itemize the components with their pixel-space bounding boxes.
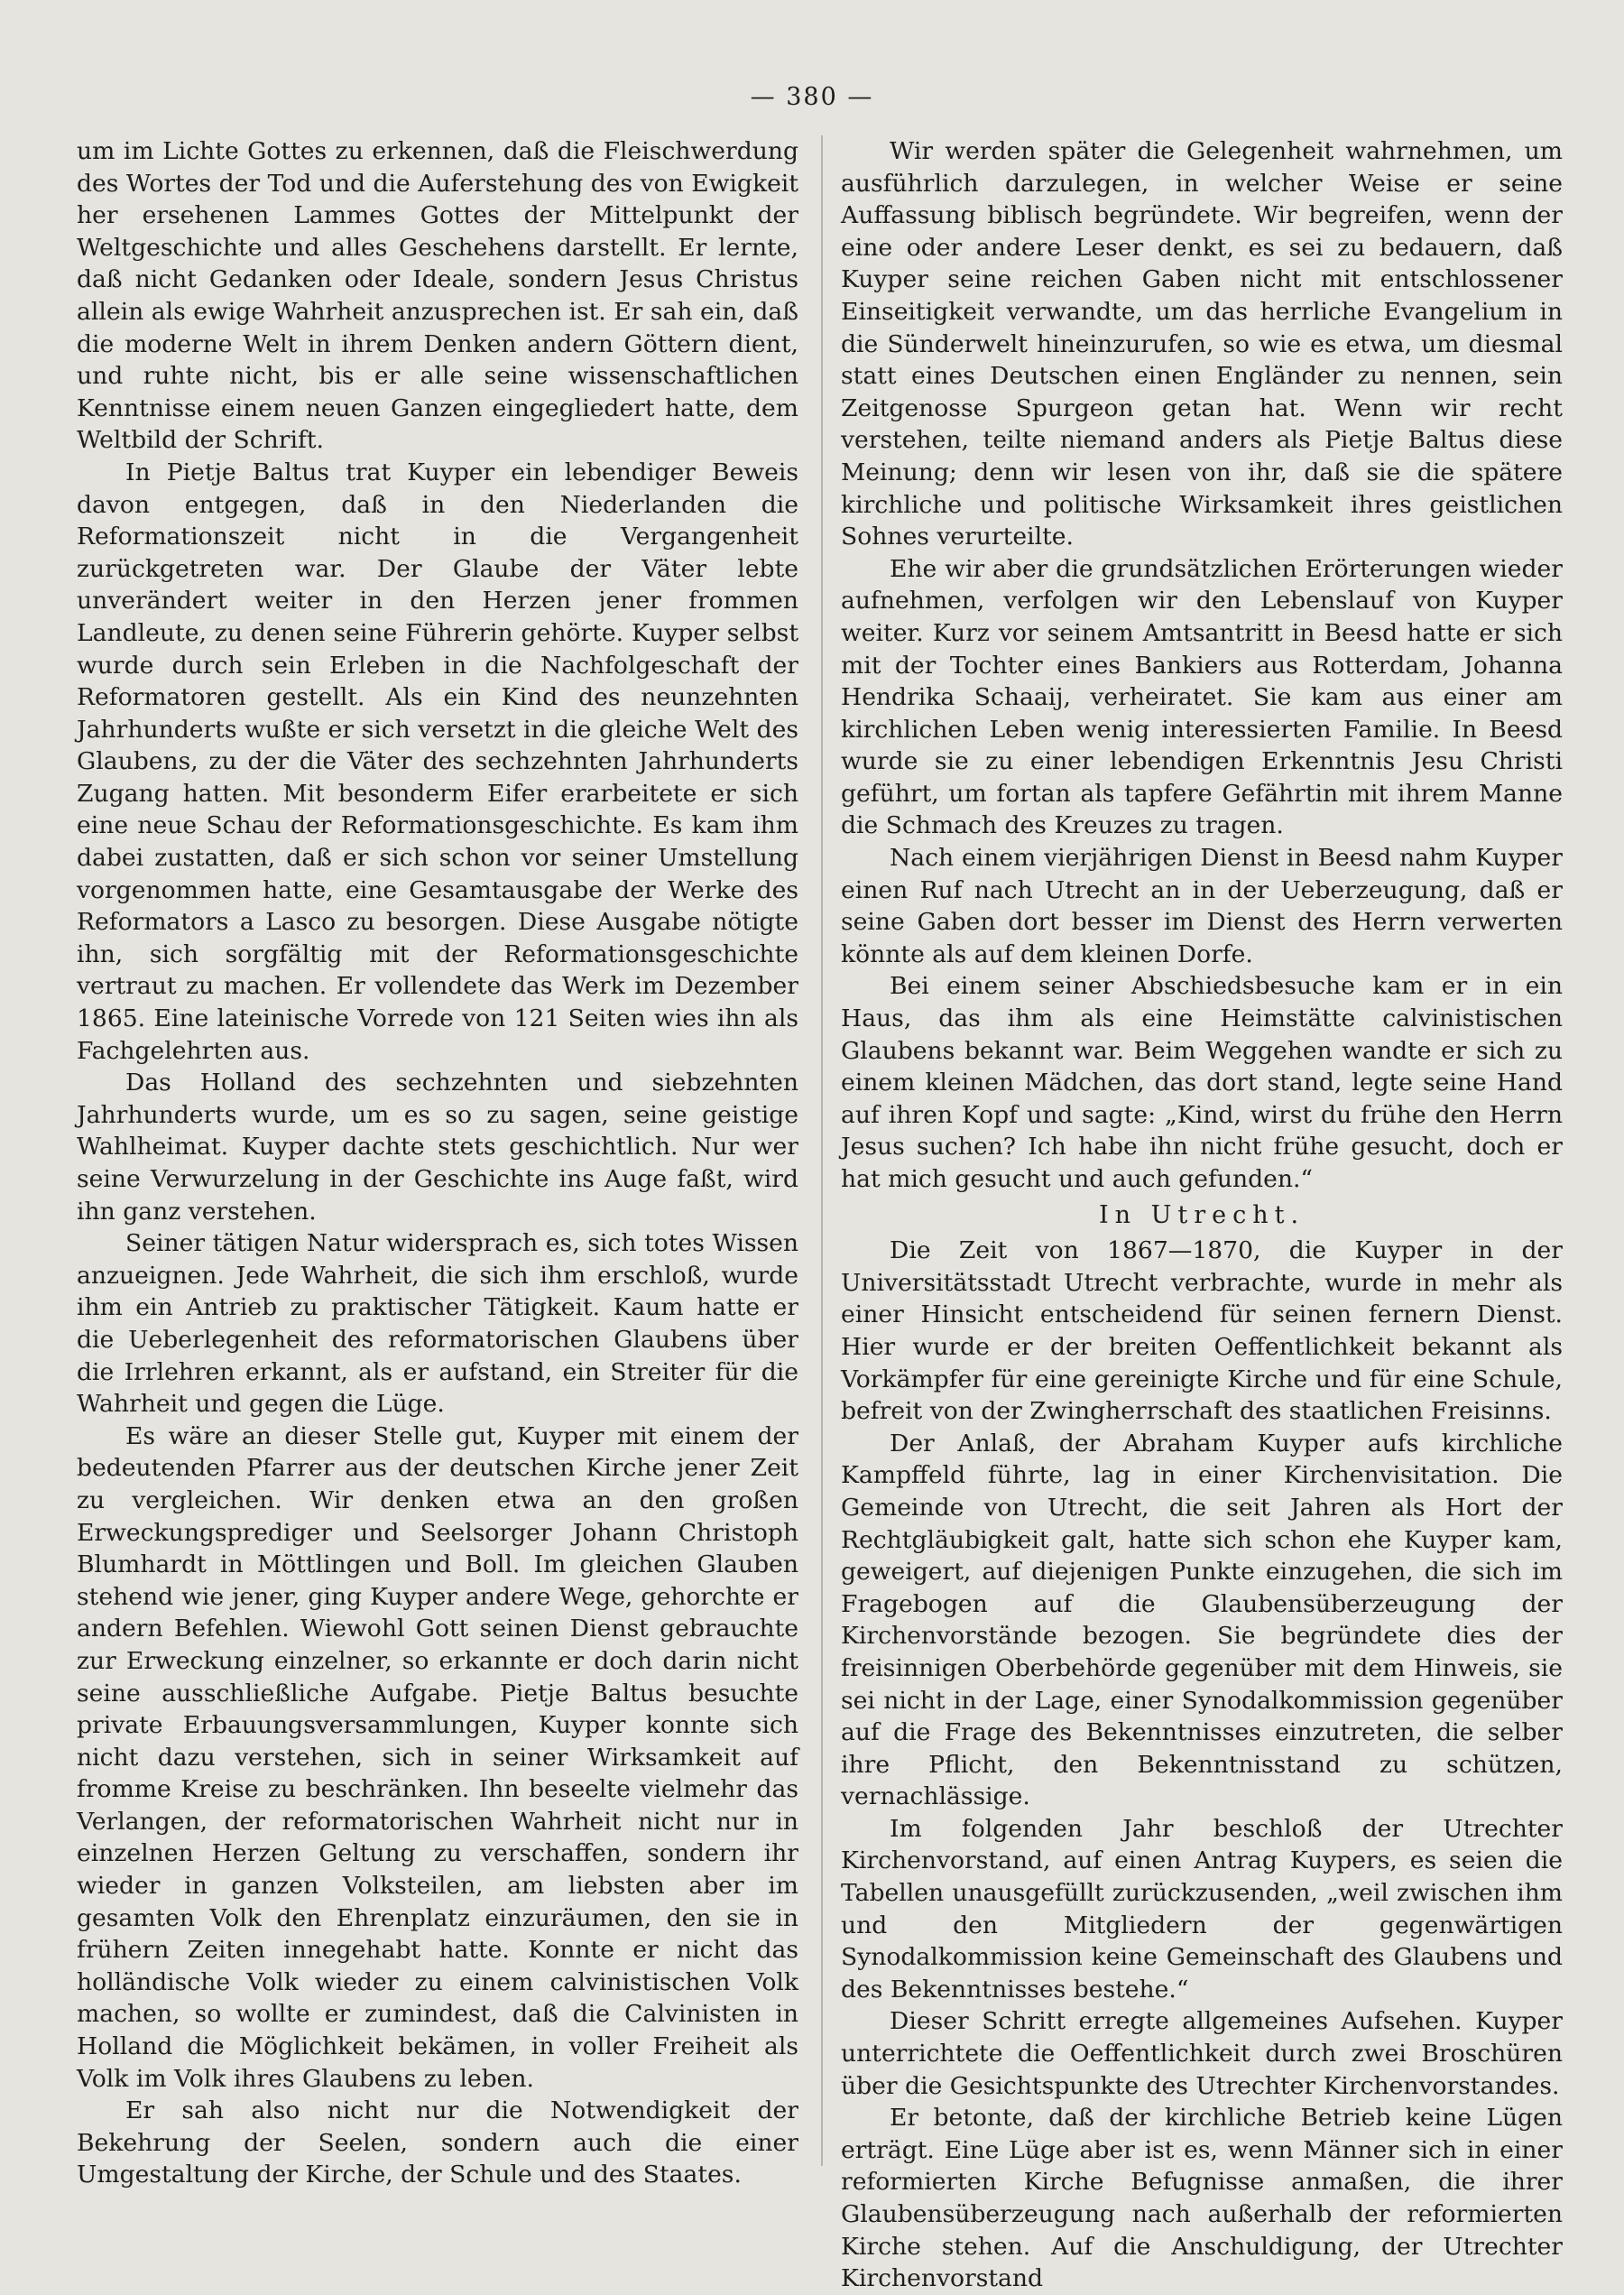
- paragraph: Es wäre an dieser Stelle gut, Kuyper mit einem der bedeutenden Pfarrer aus der deutschen Kirche jener Zeit zu vergleichen. Wir denken etwa an den großen Erweckungsprediger und Seelsorger Johann Christoph Blumhardt in Möttlingen und Boll. Im gleichen Glauben stehend wie jener, ging Kuyper andere Wege, gehorchte er andern Befehlen. Wiewohl Gott seinen Dienst gebrauchte zur Erweckung einzelner, so erkannte er doch darin nicht seine ausschließliche Aufgabe. Pietje Baltus besuchte private Erbauungsversammlungen, Kuyper konnte sich nicht dazu verstehen, sich in seiner Wirksamkeit auf fromme Kreise zu beschränken. Ihn beseelte vielmehr das Verlangen, der reformatorischen Wahrheit nicht nur in einzelnen Herzen Geltung zu verschaffen, sondern ihr wieder in ganzen Volksteilen, am liebsten aber im gesamten Volk den Ehrenplatz einzuräumen, den sie in frühern Zeiten innegehabt hatte. Konnte er nicht das holländische Volk wieder zu einem calvinistischen Volk machen, so wollte er zumindest, daß die Calvinisten in Holland die Möglichkeit bekämen, in voller Freiheit als Volk im Volk ihres Glaubens zu leben.: [77, 1421, 798, 2093]
- paragraph: Er sah also nicht nur die Notwendigkeit der Bekehrung der Seelen, sondern auch die einer Umgestaltung der Kirche, der Schule und des Staates.: [77, 2096, 798, 2189]
- paragraph: Der Anlaß, der Abraham Kuyper aufs kirchliche Kampffeld führte, lag in einer Kirchenvisitation. Die Gemeinde von Utrecht, die seit Jahren als Hort der Rechtgläubigkeit galt, hatte sich schon ehe Kuyper kam, geweigert, auf diejenigen Punkte einzugehen, die sich im Fragebogen auf die Glaubensüberzeugung der Kirchenvorstände bezogen. Sie begründete dies der freisinnigen Oberbehörde gegenüber mit dem Hinweis, sie sei nicht in der Lage, einer Synodalkommission gegenüber auf die Frage des Bekenntnisses einzutreten, die selber ihre Pflicht, den Bekenntnisstand zu schützen, vernachlässige.: [841, 1429, 1563, 1811]
- section-heading: In Utrecht.: [1098, 1200, 1306, 1229]
- paragraph: um im Lichte Gottes zu erkennen, daß die Fleischwerdung des Wortes der Tod und die Auferstehung des von Ewigkeit her ersehenen Lammes Gottes der Mittelpunkt der Weltgeschichte und alles Geschehens darstellt. Er lernte, daß nicht Gedanken oder Ideale, sondern Jesus Christus allein als ewige Wahrheit anzusprechen ist. Er sah ein, daß die moderne Welt in ihrem Denken andern Göttern dient, und ruhte nicht, bis er alle seine wissenschaftlichen Kenntnisse einem neuen Ganzen eingegliedert hatte, dem Weltbild der Schrift.: [77, 137, 798, 455]
- paragraph: Das Holland des sechzehnten und siebzehnten Jahrhunderts wurde, um es so zu sagen, seine geistige Wahlheimat. Kuyper dachte stets geschichtlich. Nur wer seine Verwurzelung in der Geschichte ins Auge faßt, wird ihn ganz verstehen.: [77, 1069, 798, 1226]
- paragraph: Bei einem seiner Abschiedsbesuche kam er in ein Haus, das ihm als eine Heimstätte calvinistischen Glaubens bekannt war. Beim Weggehen wandte er sich zu einem kleinen Mädchen, das dort stand, legte seine Hand auf ihren Kopf und sagte: „Kind, wirst du frühe den Herrn Jesus suchen? Ich habe ihn nicht frühe gesucht, doch er hat mich gesucht und auch gefunden.“: [841, 972, 1563, 1193]
- paragraph: Er betonte, daß der kirchliche Betrieb keine Lügen erträgt. Eine Lüge aber ist es, wenn Männer sich in einer reformierten Kirche Befugnisse anmaßen, die ihrer Glaubensüberzeugung nach außerhalb der reformierten Kirche stehen. Auf die Anschuldigung, der Utrechter Kirchenvorstand: [841, 2104, 1563, 2293]
- paragraph: Seiner tätigen Natur widersprach es, sich totes Wissen anzueignen. Jede Wahrheit, die sich ihm erschloß, wurde ihm ein Antrieb zu praktischer Tätigkeit. Kaum hatte er die Ueberlegenheit des reformatorischen Glaubens über die Irrlehren erkannt, als er aufstand, ein Streiter für die Wahrheit und gegen die Lüge.: [77, 1229, 798, 1419]
- page-number: — 380 —: [750, 83, 874, 111]
- paragraph: Die Zeit von 1867—1870, die Kuyper in der Universitätsstadt Utrecht verbrachte, wurde in mehr als einer Hinsicht entscheidend für seinen fernern Dienst. Hier wurde er der breiten Oeffentlichkeit bekannt als Vorkämpfer für eine gereinigte Kirche und für eine Schule, befreit von der Zwingherrschaft des staatlichen Freisinns.: [841, 1236, 1563, 1426]
- paragraph: Im folgenden Jahr beschloß der Utrechter Kirchenvorstand, auf einen Antrag Kuypers, es seien die Tabellen unausgefüllt zurückzusenden, „weil zwischen ihm und den Mitgliedern der gegenwärtigen Synodalkommission keine Gemeinschaft des Glaubens und des Bekenntnisses bestehe.“: [841, 1814, 1563, 2003]
- paragraph: In Pietje Baltus trat Kuyper ein lebendiger Beweis davon entgegen, daß in den Niederlanden die Reformationszeit nicht in die Vergangenheit zurückgetreten war. Der Glaube der Väter lebte unverändert weiter in den Herzen jener frommen Landleute, zu denen seine Führerin gehörte. Kuyper selbst wurde durch sein Erleben in die Nachfolgeschaft der Reformatoren gestellt. Als ein Kind des neunzehnten Jahrhunderts wußte er sich versetzt in die gleiche Welt des Glaubens, zu der die Väter des sechzehnten Jahrhunderts Zugang hatten. Mit besonderm Eifer erarbeitete er sich eine neue Schau der Reformationsgeschichte. Es kam ihm dabei zustatten, daß er sich schon vor seiner Umstellung vorgenommen hatte, eine Gesamtausgabe der Werke des Reformators a Lasco zu besorgen. Diese Ausgabe nötigte ihn, sich sorgfältig mit der Reformationsgeschichte vertraut zu machen. Er vollendete das Werk im Dezember 1865. Eine lateinische Vorrede von 121 Seiten wies ihn als Fachgelehrten aus.: [77, 458, 798, 1065]
- column-divider: [821, 135, 823, 2166]
- paragraph: Nach einem vierjährigen Dienst in Beesd nahm Kuyper einen Ruf nach Utrecht an in der Ueberzeugung, daß er seine Gaben dort besser im Dienst des Herrn verwerten könnte als auf dem kleinen Dorfe.: [841, 844, 1563, 968]
- right-column: [841, 135, 1563, 2295]
- paragraph: Dieser Schritt erregte allgemeines Aufsehen. Kuyper unterrichtete die Oeffentlichkeit durch zwei Broschüren über die Gesichtspunkte des Utrechter Kirchenvorstandes.: [841, 2007, 1563, 2100]
- paragraph: Wir werden später die Gelegenheit wahrnehmen, um ausführlich darzulegen, in welcher Weise er seine Auffassung biblisch begründete. Wir begreifen, wenn der eine oder andere Leser denkt, es sei zu bedauern, daß Kuyper seine reichen Gaben nicht mit entschlossener Einseitigkeit verwandte, um das herrliche Evangelium in die Sünderwelt hineinzurufen, so wie es etwa, um diesmal statt eines Deutschen einen Engländer zu nennen, sein Zeitgenosse Spurgeon getan hat. Wenn wir recht verstehen, teilte niemand anders als Pietje Baltus diese Meinung; denn wir lesen von ihr, daß sie die spätere kirchliche und politische Wirksamkeit ihres geistlichen Sohnes verurteilte.: [841, 137, 1563, 551]
- paragraph: Ehe wir aber die grundsätzlichen Erörterungen wieder aufnehmen, verfolgen wir den Lebenslauf von Kuyper weiter. Kurz vor seinem Amtsantritt in Beesd hatte er sich mit der Tochter eines Bankiers aus Rotterdam, Johanna Hendrika Schaaij, verheiratet. Sie kam aus einer am kirchlichen Leben wenig interessierten Familie. In Beesd wurde sie zu einer lebendigen Erkenntnis Jesu Christi geführt, um fortan als tapfere Gefährtin mit ihrem Manne die Schmach des Kreuzes zu tragen.: [841, 554, 1563, 840]
- left-column: [77, 135, 798, 2191]
